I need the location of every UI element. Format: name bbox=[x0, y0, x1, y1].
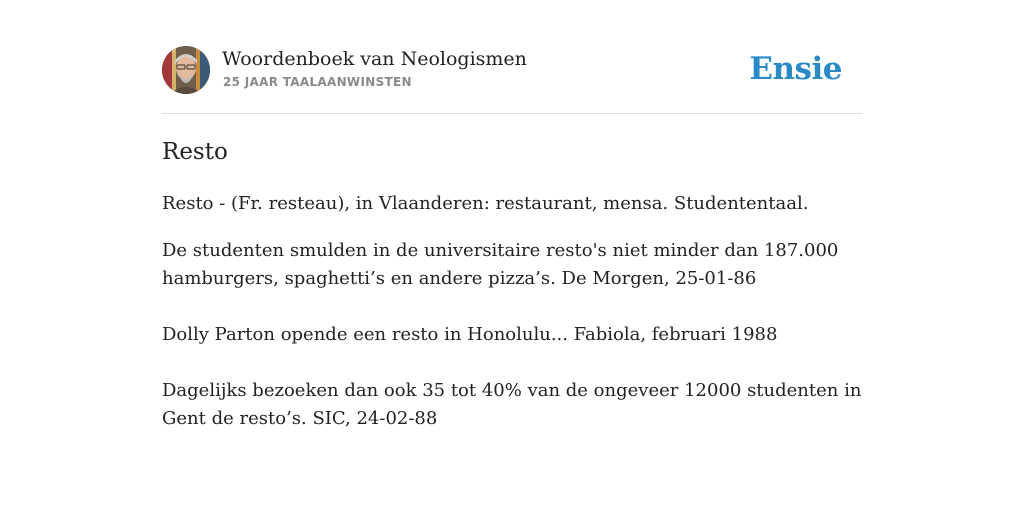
entry-title: Resto bbox=[162, 139, 228, 165]
quote-paragraph: Dolly Parton opende een resto in Honolulu... Fabiola, februari 1988 bbox=[162, 324, 778, 345]
header-divider bbox=[162, 113, 862, 114]
header bbox=[162, 46, 862, 96]
brand-logo[interactable]: Ensie bbox=[749, 51, 842, 87]
quote-paragraph: Dagelijks bezoeken dan ook 35 tot 40% van de ongeveer 12000 studenten in Gent de resto’s. SIC, 24-02-88 bbox=[162, 380, 862, 429]
avatar-portrait-image bbox=[162, 46, 210, 94]
quote-paragraph: De studenten smulden in de universitaire resto's niet minder dan 187.000 hamburgers, spaghetti’s en andere pizza’s. De Morgen, 25-01-86 bbox=[162, 240, 839, 289]
entry-definition: Resto - (Fr. resteau), in Vlaanderen: restaurant, mensa. Studententaal. bbox=[162, 193, 809, 214]
site-title[interactable]: Woordenboek van Neologismen bbox=[222, 48, 527, 70]
site-subtitle: 25 JAAR TAALAANWINSTEN bbox=[223, 75, 412, 89]
author-avatar[interactable] bbox=[162, 46, 210, 94]
